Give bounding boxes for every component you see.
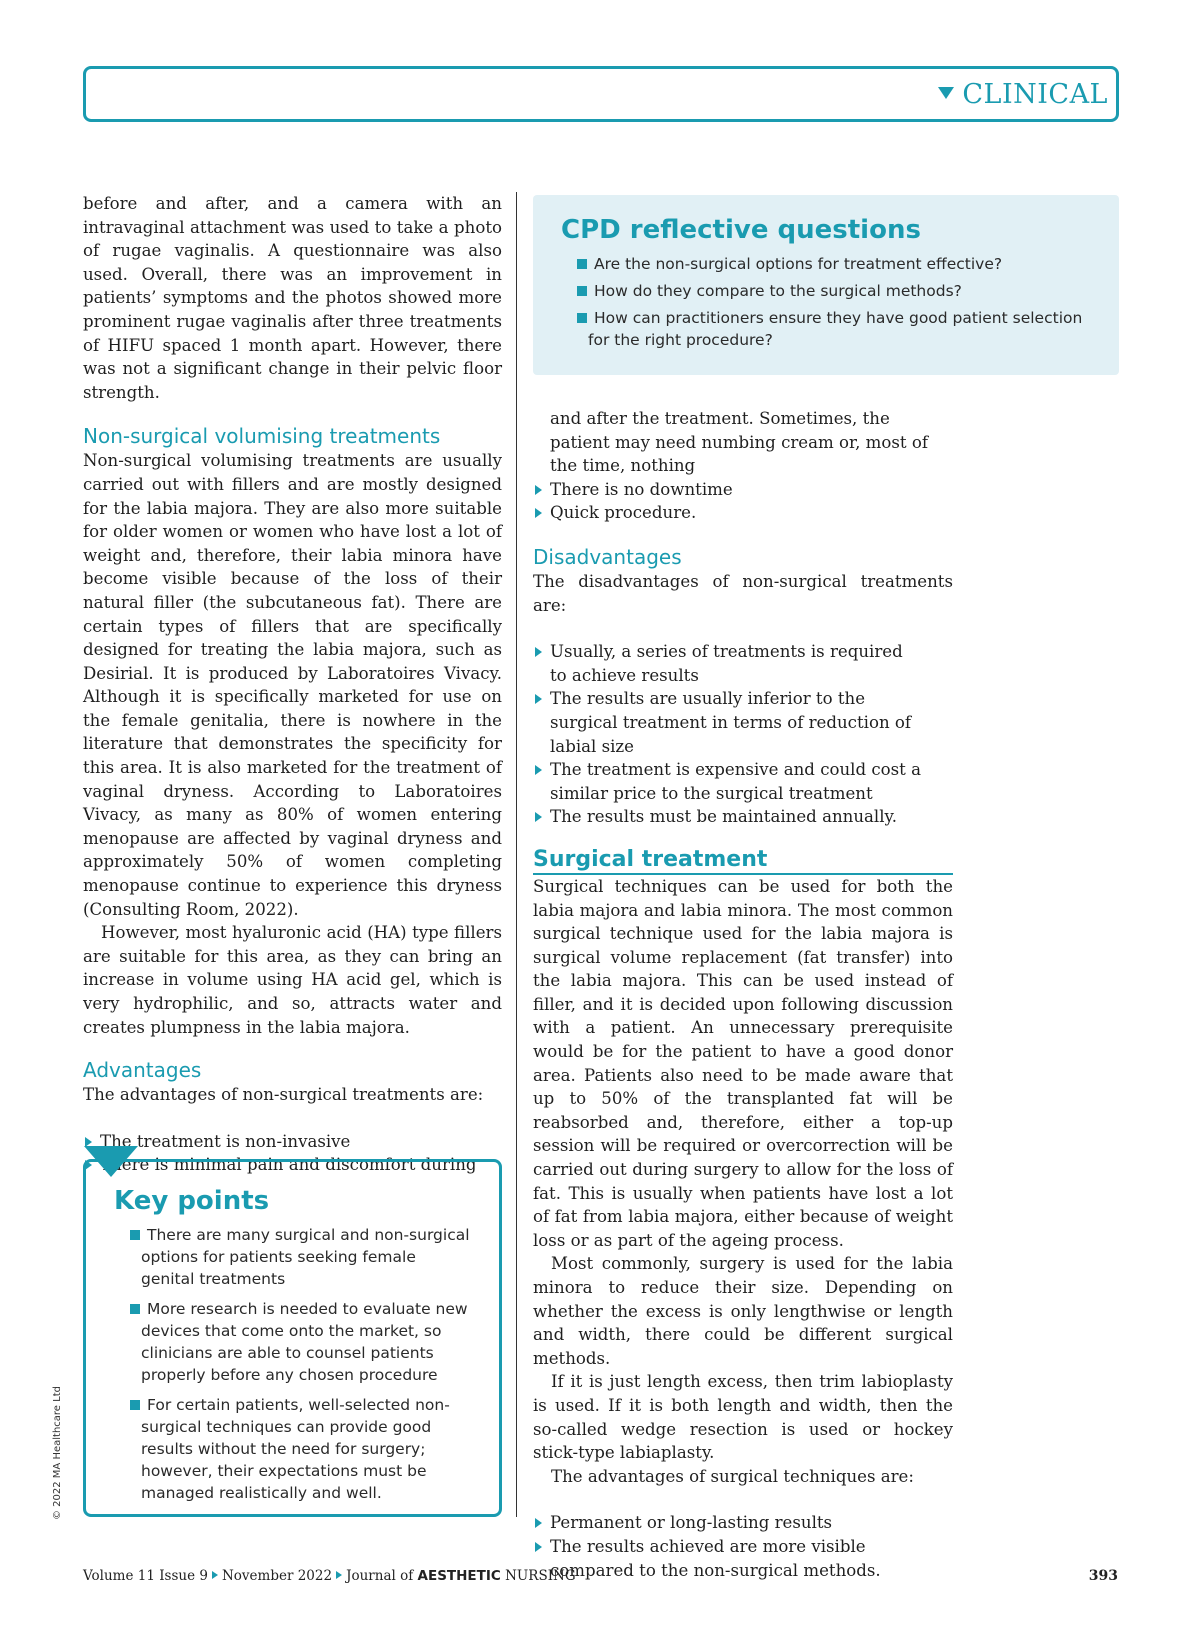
triangle-right-icon <box>212 1571 218 1579</box>
advantages-intro: The advantages of non-surgical treatments are: <box>83 1085 484 1105</box>
left-column <box>83 192 502 1177</box>
list-item: More research is needed to evaluate new devices that come onto the market, so clinicians are able to counsel patients properly before any chosen procedure <box>114 1298 473 1386</box>
page-number: 393 <box>1088 1568 1118 1584</box>
advantages-heading: Advantages <box>83 1058 202 1083</box>
volumising-heading: Non-surgical volumising treatments <box>83 424 441 449</box>
surgical-paragraph-4: The advantages of surgical techniques are: <box>551 1466 914 1486</box>
triangle-down-icon <box>938 87 954 99</box>
list-item: The treatment is expensive and could cost a similar price to the surgical treatment <box>533 758 923 805</box>
right-column <box>533 407 953 1582</box>
list-item: Are the non-surgical options for treatment effective? <box>561 253 1091 275</box>
list-item: There is no downtime <box>533 478 953 502</box>
surgical-advantages-list <box>533 1511 953 1582</box>
list-item: Permanent or long-lasting results <box>533 1511 953 1535</box>
footer-volume: Volume 11 Issue 9 <box>83 1568 208 1584</box>
disadvantages-list <box>533 640 953 829</box>
footer-journal-bold: AESTHETIC <box>417 1568 501 1584</box>
list-item: The results are usually inferior to the surgical treatment in terms of reduction of labial size <box>533 687 923 758</box>
footer-date: November 2022 <box>221 1568 333 1584</box>
list-item: How do they compare to the surgical methods? <box>561 280 1091 302</box>
surgical-paragraph-3: If it is just length excess, then trim labioplasty is used. If it is both length and width, then the so-called wedge resection is used or hockey stick-type labiaplasty. <box>533 1372 953 1463</box>
cpd-questions-box <box>533 195 1119 375</box>
surgical-paragraph-1: Surgical techniques can be used for both the labia majora and labia minora. The most common surgical technique used for the labia majora is surgical volume replacement (fat transfer) into the labia majora. This can be used instead of filler, and it is decided upon following discussion with a patient. An unnecessary prerequisite would be for the patient to have a good donor area. Patients also need to be made aware that up to 50% of the transplanted fat will be reabsorbed and, therefore, either a top-up session will be required or overcorrection will be carried out during surgery to allow for the loss of fat. This is usually when patients have lost a lot of fat from labia majora, either because of weight loss or as part of the ageing process. <box>533 876 953 1250</box>
list-item: How can practitioners ensure they have good patient selection for the right procedure? <box>561 307 1091 351</box>
list-item: For certain patients, well-selected non-surgical techniques can provide good results without the need for surgery; however, their expectations must be managed realistically and well. <box>114 1394 473 1504</box>
key-points-title: Key points <box>114 1186 270 1216</box>
volumising-paragraph-1: Non-surgical volumising treatments are usually carried out with fillers and are mostly designed for the labia majora. They are also more suitable for older women or women who have lost a lot of weight and, therefore, their labia minora have become visible because of the loss of their natural filler (the subcutaneous fat). There are certain types of fillers that are specifically designed for treating the labia majora, such as Desirial. It is produced by Laboratoires Vivacy. Although it is specifically marketed for use on the female genitalia, there is nowhere in the literature that demonstrates the specificity for this area. It is also marketed for the treatment of vaginal dryness. According to Laboratoires Vivacy, as many as 80% of women entering menopause are affected by vaginal dryness and approximately 50% of women completing menopause continue to experience this dryness (Consulting Room, 2022). <box>83 451 502 919</box>
key-points-list <box>114 1224 473 1504</box>
list-item: There is minimal pain and discomfort during <box>83 1153 502 1177</box>
surgical-paragraph-2: Most commonly, surgery is used for the labia minora to reduce their size. Depending on whether the excess is only lengthwise or length and width, there could be different surgical methods. <box>533 1254 953 1368</box>
list-item: The treatment is non-invasive <box>83 1130 502 1154</box>
intro-paragraph: before and after, and a camera with an intravaginal attachment was used to take a photo of rugae vaginalis. A questionnaire was also used. Overall, there was an improvement in patients’ symptoms and the photos showed more prominent rugae vaginalis after three treatments of HIFU spaced 1 month apart. However, there was not a significant change in their pelvic floor strength. <box>83 194 502 402</box>
list-item: The results must be maintained annually. <box>533 805 923 829</box>
section-header-box <box>83 66 1119 122</box>
column-divider <box>516 192 517 1517</box>
footer <box>83 1568 576 1584</box>
volumising-paragraph-2: However, most hyaluronic acid (HA) type fillers are suitable for this area, as they can bring an increase in volume using HA acid gel, which is very hydrophilic, and so, attracts water and creates plumpness in the labia majora. <box>83 923 502 1037</box>
footer-journal-suffix: NURSING <box>505 1568 576 1584</box>
continued-list-item: and after the treatment. Sometimes, the patient may need numbing cream or, most of the time, nothing <box>550 409 928 476</box>
copyright-notice: © 2022 MA Healthcare Ltd <box>52 1386 63 1520</box>
list-item: The results achieved are more visible compared to the non-surgical methods. <box>533 1535 953 1582</box>
triangle-down-icon <box>84 1146 138 1177</box>
disadvantages-intro: The disadvantages of non-surgical treatments are: <box>533 571 953 615</box>
list-item: There are many surgical and non-surgical options for patients seeking female genital treatments <box>114 1224 473 1290</box>
surgical-heading: Surgical treatment <box>533 847 953 875</box>
triangle-right-icon <box>336 1571 342 1579</box>
section-tag: CLINICAL <box>938 79 1108 110</box>
cpd-questions-list <box>561 253 1091 351</box>
footer-journal-prefix: Journal of <box>346 1568 414 1584</box>
key-points-box <box>83 1159 502 1517</box>
list-item: Quick procedure. <box>533 501 953 525</box>
disadvantages-heading: Disadvantages <box>533 544 682 569</box>
advantages-continued-list <box>533 478 953 525</box>
cpd-title: CPD reflective questions <box>561 215 921 245</box>
list-item: Usually, a series of treatments is required to achieve results <box>533 640 923 687</box>
